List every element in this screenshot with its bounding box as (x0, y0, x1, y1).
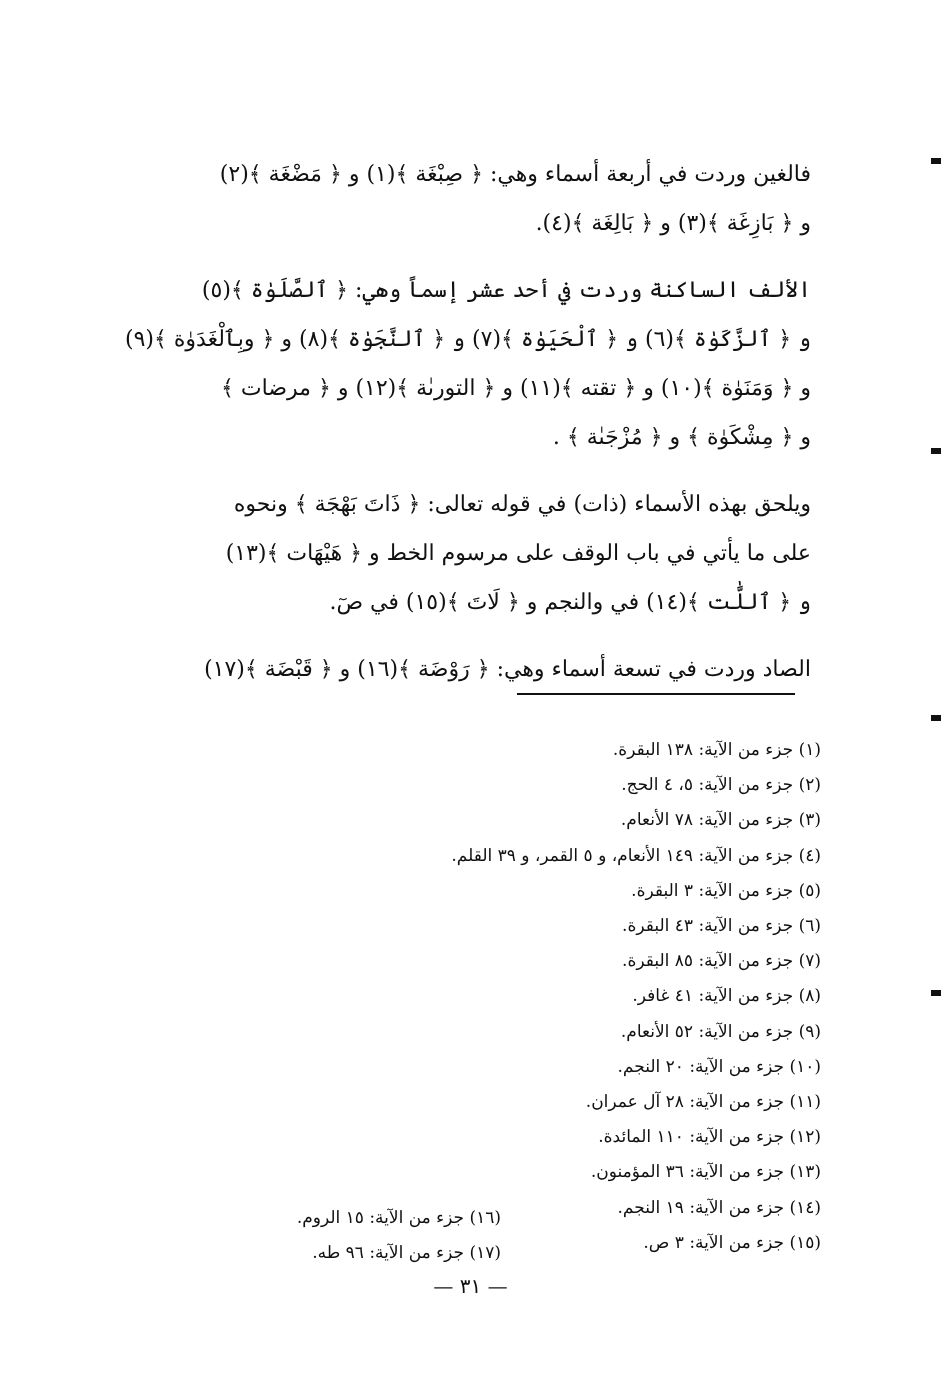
paragraph-sad (111, 645, 811, 694)
footnote-item: (١٤) جزء من الآية: ١٩ النجم. (617, 1197, 821, 1218)
footnote-item: (٤) جزء من الآية: ١٤٩ الأنعام، و ٥ القمر، و ٣٩ القلم. (451, 845, 821, 866)
text-line: و ﴿ ٱللَّٰت ﴾(١٤) في والنجم و ﴿ لَاتَ ﴾(١٥) في صٓ. (329, 590, 811, 615)
edge-mark (931, 158, 941, 164)
footnote-item: (٢) جزء من الآية: ٥، ٤ الحج. (621, 775, 821, 796)
text-line: و ﴿ ٱلزَّكَوٰة ﴾(٦) و ﴿ ٱلْحَيَوٰة ﴾(٧) و ﴿ ٱلنَّجَوٰة ﴾(٨) و ﴿ وبِٱلْغَدَوٰة ﴾(٩) (125, 327, 811, 352)
footnote-item: (٧) جزء من الآية: ٨٥ البقرة. (622, 951, 821, 972)
edge-mark (931, 715, 941, 721)
footnote-item: (٦) جزء من الآية: ٤٣ البقرة. (622, 916, 821, 937)
paragraph-ghain (111, 150, 811, 248)
footnote-item: (١٧) جزء من الآية: ٩٦ طه. (312, 1243, 501, 1264)
footnote-item: (٣) جزء من الآية: ٧٨ الأنعام. (620, 810, 821, 831)
text-line: و ﴿ وَمَنَوٰة ﴾(١٠) و ﴿ تقته ﴾(١١) و ﴿ التورىٰة ﴾(١٢) و ﴿ مرضات ﴾ (221, 376, 811, 401)
footnote-item: (٩) جزء من الآية: ٥٢ الأنعام. (620, 1021, 821, 1042)
footnote-item: (١١) جزء من الآية: ٢٨ آل عمران. (585, 1092, 821, 1113)
footnote-item: (١) جزء من الآية: ١٣٨ البقرة. (612, 740, 821, 760)
text-line: الصاد وردت في تسعة أسماء وهي: ﴿ رَوْضَة ﴾(١٦) و ﴿ قَبْضَة ﴾(١٧) (204, 657, 811, 682)
text-line: فالغين وردت في أربعة أسماء وهي: ﴿ صِبْغَة ﴾(١) و ﴿ مَضْغَة ﴾(٢) (219, 162, 811, 187)
footnote-item: (١٠) جزء من الآية: ٢٠ النجم. (617, 1056, 821, 1077)
text-line: و ﴿ بَازِغَة ﴾(٣) و ﴿ بَالِغَة ﴾(٤). (535, 211, 811, 236)
text-line: الألف الساكنة وردت في أحد عشر إسماً وهي: ﴿ ٱلصَّلَوٰة ﴾(٥) (201, 278, 811, 303)
footnote-separator (517, 693, 795, 695)
footnote-item: (٥) جزء من الآية: ٣ البقرة. (631, 880, 821, 901)
edge-mark (931, 448, 941, 454)
footnote-item: (١٣) جزء من الآية: ٣٦ المؤمنون. (590, 1162, 821, 1183)
footnote-item: (١٦) جزء من الآية: ١٥ الروم. (296, 1208, 501, 1228)
text-line: على ما يأتي في باب الوقف على مرسوم الخط و ﴿ هَيْهَات ﴾(١٣) (225, 541, 811, 566)
footnote-item: (٨) جزء من الآية: ٤١ غافر. (632, 986, 821, 1007)
footnotes-list-column-2 (201, 1201, 501, 1271)
paragraph-alif (111, 266, 811, 462)
text-line: و ﴿ مِشْكَوٰة ﴾ و ﴿ مُزْجَىٰة ﴾ . (552, 425, 811, 450)
footnote-item: (١٥) جزء من الآية: ٣ ص. (643, 1232, 821, 1253)
edge-mark (931, 990, 941, 996)
page-number: — ٣١ — (433, 1274, 508, 1298)
footnote-item: (١٢) جزء من الآية: ١١٠ المائدة. (598, 1127, 821, 1148)
footnotes-list (301, 733, 821, 1261)
paragraph-dhat (111, 480, 811, 627)
text-line: ويلحق بهذه الأسماء (ذات) في قوله تعالى: ﴿ ذَاتَ بَهْجَة ﴾ ونحوه (233, 492, 811, 517)
main-text (111, 150, 811, 712)
